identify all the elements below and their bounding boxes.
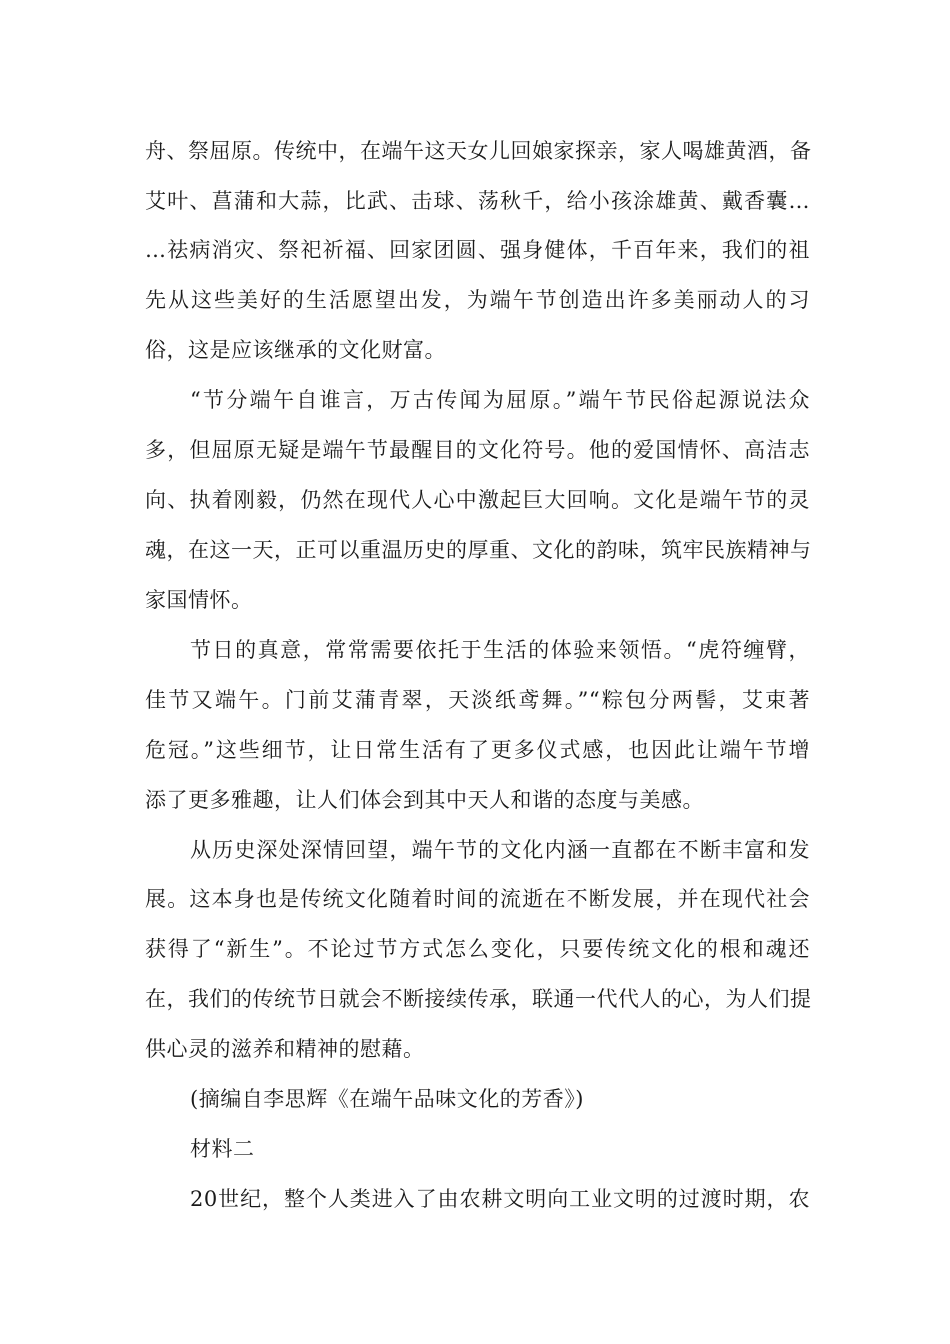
text-line: 家国情怀。	[145, 588, 253, 612]
text-line: 节日的真意，常常需要依托于生活的体验来领悟。“虎符缠臂，	[190, 638, 810, 662]
source-citation: (摘编自李思辉《在端午品味文化的芳香》)	[190, 1087, 584, 1111]
text-line: …祛病消灾、祭祀祈福、回家团圆、强身健体，千百年来，我们的祖	[145, 238, 810, 262]
text-line: 向、执着刚毅，仍然在现代人心中激起巨大回响。文化是端午节的灵	[145, 488, 810, 512]
text-line: 先从这些美好的生活愿望出发，为端午节创造出许多美丽动人的习	[145, 288, 810, 312]
text-line: “节分端午自谁言，万古传闻为屈原。”端午节民俗起源说法众	[190, 388, 810, 412]
text-line: 添了更多雅趣，让人们体会到其中天人和谐的态度与美感。	[145, 788, 704, 812]
text-line: 在，我们的传统节日就会不断接续传承，联通一代代人的心，为人们提	[145, 987, 812, 1011]
text-line: 从历史深处深情回望，端午节的文化内涵一直都在不断丰富和发	[190, 838, 810, 862]
text-line: 供心灵的滋养和精神的慰藉。	[145, 1037, 425, 1061]
text-line: 佳节又端午。门前艾蒲青翠，天淡纸鸢舞。”“粽包分两髻，艾束著	[145, 688, 810, 712]
text-line: 危冠。”这些细节，让日常生活有了更多仪式感，也因此让端午节增	[145, 738, 810, 762]
text-line: 展。这本身也是传统文化随着时间的流逝在不断发展，并在现代社会	[145, 887, 810, 911]
section-heading: 材料二	[190, 1137, 255, 1161]
text-line: 魂，在这一天，正可以重温历史的厚重、文化的韵味，筑牢民族精神与	[145, 538, 812, 562]
text-line: 俗，这是应该继承的文化财富。	[145, 338, 446, 362]
text-line: 舟、祭屈原。传统中，在端午这天女儿回娘家探亲，家人喝雄黄酒，备	[145, 139, 812, 163]
text-line: 多，但屈原无疑是端午节最醒目的文化符号。他的爱国情怀、高洁志	[145, 438, 810, 462]
text-line: 获得了“新生”。不论过节方式怎么变化，只要传统文化的根和魂还	[145, 937, 810, 961]
text-line: 艾叶、菖蒲和大蒜，比武、击球、荡秋千，给小孩涂雄黄、戴香囊…	[145, 189, 810, 213]
text-line: 20世纪，整个人类进入了由农耕文明向工业文明的过渡时期，农	[190, 1187, 810, 1211]
